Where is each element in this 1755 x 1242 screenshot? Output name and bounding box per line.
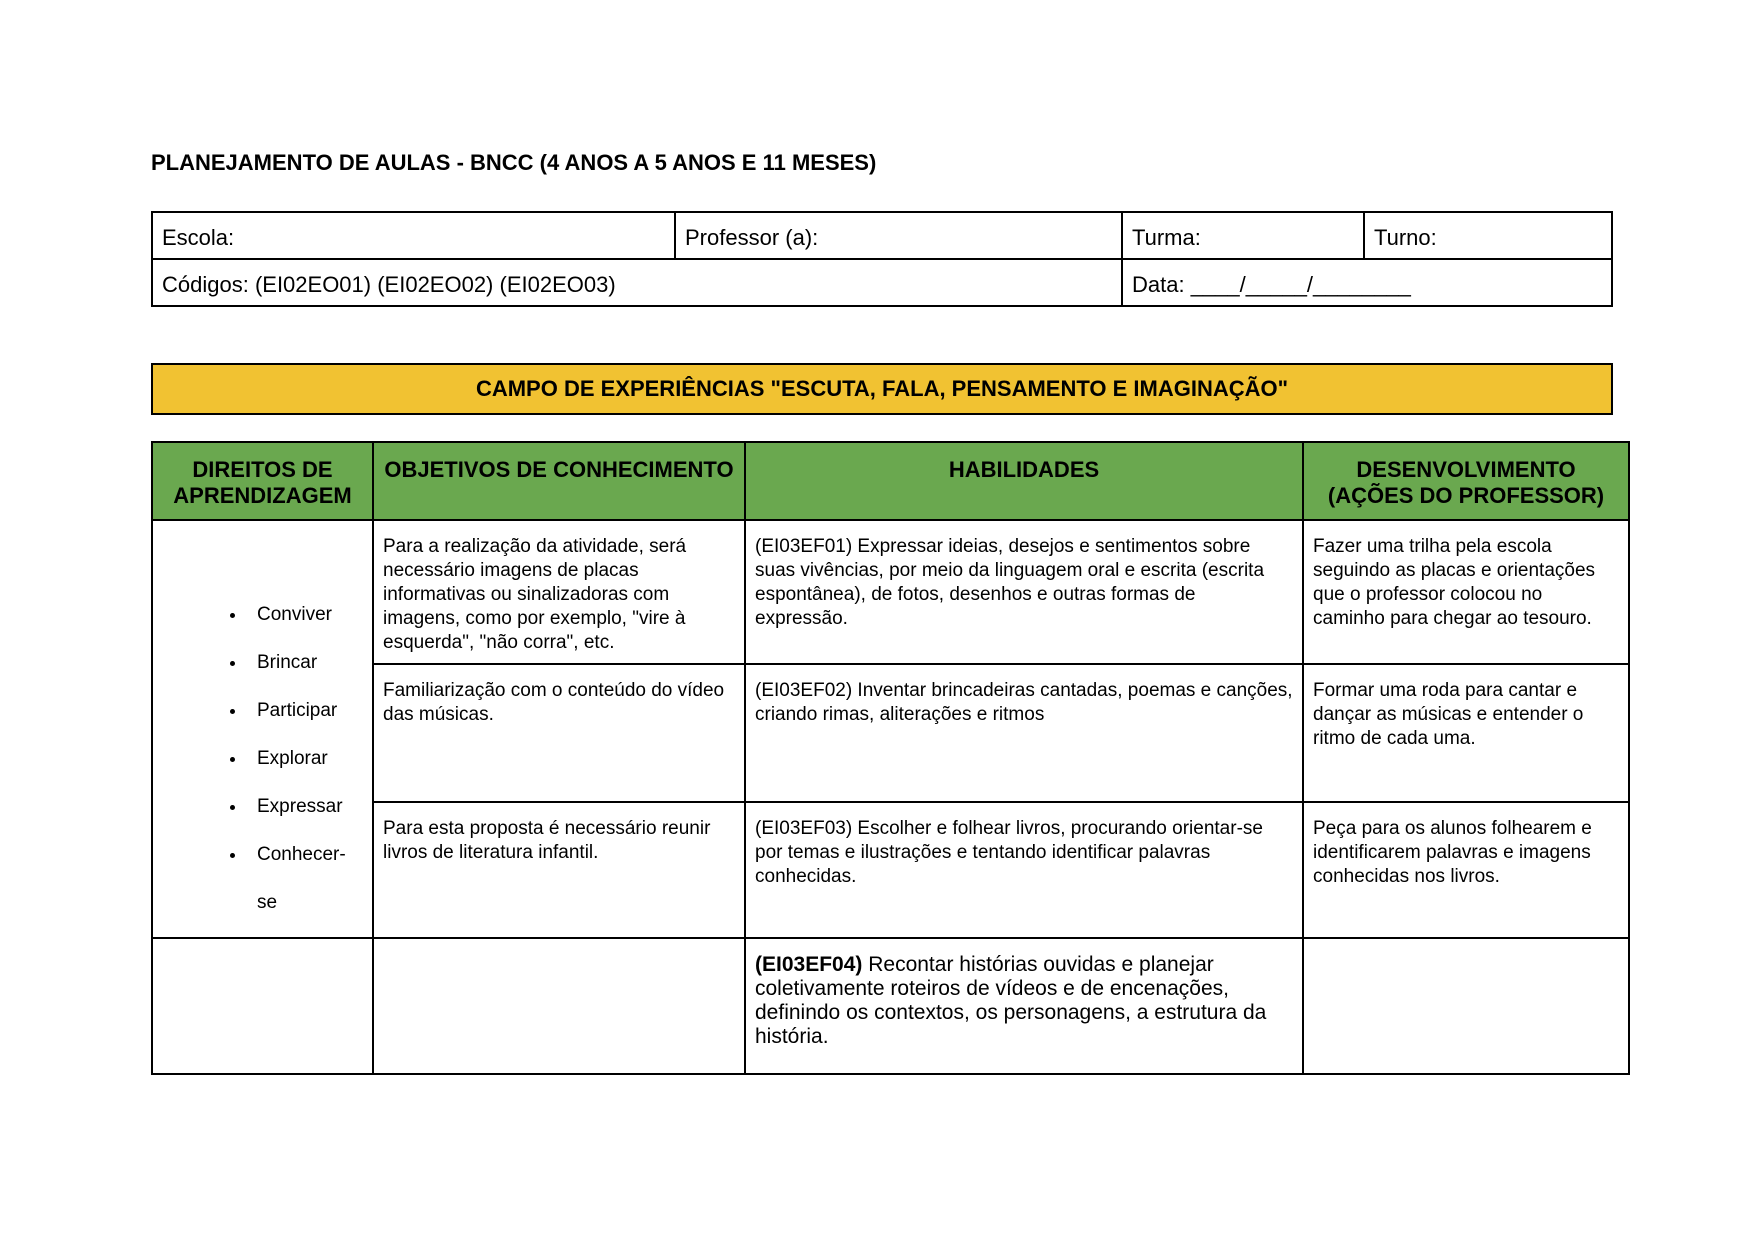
page-title: PLANEJAMENTO DE AULAS - BNCC (4 ANOS A 5 ANOS E 11 MESES) xyxy=(151,150,877,175)
desenvolvimento-cell: Peça para os alunos folhearem e identificarem palavras e imagens conhecidas nos livros. xyxy=(1303,802,1629,938)
turno-field[interactable]: Turno: xyxy=(1364,212,1612,259)
info-table xyxy=(151,211,1613,307)
habilidade-code: (EI03EF04) xyxy=(755,953,863,976)
turma-field[interactable]: Turma: xyxy=(1122,212,1364,259)
habilidade-text: Recontar histórias ouvidas e planejar coletivamente roteiros de vídeos e de encenações, definindo os contextos, os personagens, a estrutura da história. xyxy=(755,953,1267,1048)
campo-banner: CAMPO DE EXPERIÊNCIAS "ESCUTA, FALA, PENSAMENTO E IMAGINAÇÃO" xyxy=(151,363,1613,415)
objetivo-cell: Para esta proposta é necessário reunir livros de literatura infantil. xyxy=(373,802,745,938)
habilidade-cell: (EI03EF03) Escolher e folhear livros, procurando orientar-se por temas e ilustrações e tentando identificar palavras conhecidas. xyxy=(745,802,1303,938)
list-item: • Brincar xyxy=(247,639,363,687)
objetivo-cell: Familiarização com o conteúdo do vídeo das músicas. xyxy=(373,664,745,802)
list-item: • Conviver xyxy=(247,591,363,639)
habilidade-cell xyxy=(745,938,1303,1074)
header-direitos: DIREITOS DE APRENDIZAGEM xyxy=(152,442,373,520)
habilidade-cell: (EI03EF01) Expressar ideias, desejos e sentimentos sobre suas vivências, por meio da linguagem oral e escrita (escrita espontânea), de fotos, desenhos e outras formas de expressão. xyxy=(745,520,1303,664)
empty-cell xyxy=(373,938,745,1074)
header-desenvolvimento: DESENVOLVIMENTO (AÇÕES DO PROFESSOR) xyxy=(1303,442,1629,520)
direitos-cell xyxy=(152,520,373,938)
list-item: • Explorar xyxy=(247,735,363,783)
header-objetivos: OBJETIVOS DE CONHECIMENTO xyxy=(373,442,745,520)
escola-field[interactable]: Escola: xyxy=(152,212,675,259)
desenvolvimento-cell: Fazer uma trilha pela escola seguindo as placas e orientações que o professor colocou no caminho para chegar ao tesouro. xyxy=(1303,520,1629,664)
desenvolvimento-cell: Formar uma roda para cantar e dançar as músicas e entender o ritmo de cada uma. xyxy=(1303,664,1629,802)
data-field[interactable]: Data: ____/_____/________ xyxy=(1122,259,1612,306)
empty-cell xyxy=(152,938,373,1074)
list-item: • Expressar xyxy=(247,783,363,831)
professor-field[interactable]: Professor (a): xyxy=(675,212,1122,259)
empty-cell xyxy=(1303,938,1629,1074)
direitos-list xyxy=(162,591,363,913)
habilidade-cell: (EI03EF02) Inventar brincadeiras cantadas, poemas e canções, criando rimas, aliterações e ritmos xyxy=(745,664,1303,802)
list-item: • Conhecer-se xyxy=(247,831,363,879)
planning-table xyxy=(151,441,1630,1075)
codigos-field: Códigos: (EI02EO01) (EI02EO02) (EI02EO03) xyxy=(152,259,1122,306)
objetivo-cell: Para a realização da atividade, será necessário imagens de placas informativas ou sinalizadoras com imagens, como por exemplo, "vire à esquerda", "não corra", etc. xyxy=(373,520,745,664)
list-item: • Participar xyxy=(247,687,363,735)
header-habilidades: HABILIDADES xyxy=(745,442,1303,520)
